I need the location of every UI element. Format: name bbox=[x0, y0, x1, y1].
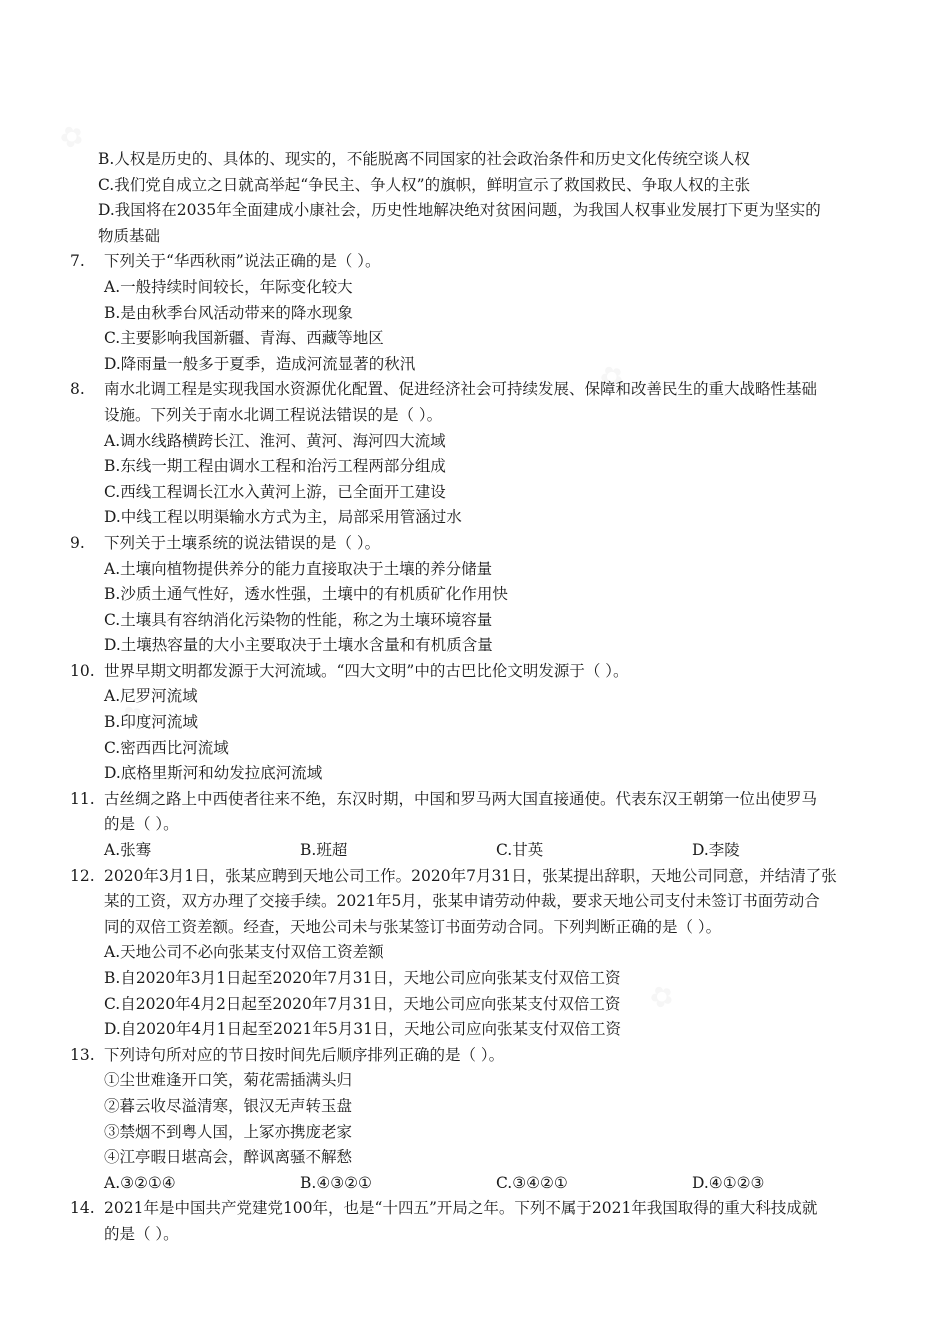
q11-option-c: C.甘英 bbox=[496, 841, 544, 860]
q6-option-d-cont: 物质基础 bbox=[98, 226, 161, 245]
q13-option-d: D.④①②③ bbox=[692, 1173, 765, 1192]
q12-stem: 12. 2020年3月1日，张某应聘到天地公司工作。2020年7月31日，张某提出辞职，天地公司同意，并结清了张 bbox=[0, 864, 950, 890]
q9-option-c: C.土壤具有容纳消化污染物的性能，称之为土壤环境容量 bbox=[104, 610, 493, 629]
q10-option-d: D.底格里斯河和幼发拉底河流域 bbox=[104, 764, 323, 783]
question-number: 10. bbox=[70, 661, 95, 680]
q12-option-d: D.自2020年4月1日起至2021年5月31日，天地公司应向张某支付双倍工资 bbox=[104, 1020, 622, 1039]
q7-option-b: B.是由秋季台风活动带来的降水现象 bbox=[104, 303, 353, 322]
q11-option-b: B.班超 bbox=[300, 841, 348, 860]
question-number: 13. bbox=[70, 1045, 95, 1064]
q13-option-c: C.③④②① bbox=[496, 1173, 568, 1192]
question-number: 11. bbox=[70, 789, 95, 808]
q10-option-a: A.尼罗河流域 bbox=[104, 687, 198, 706]
q7-option-d: D.降雨量一般多于夏季，造成河流显著的秋汛 bbox=[104, 354, 416, 373]
question-number: 12. bbox=[70, 866, 95, 885]
q9-option-d: D.土壤热容量的大小主要取决于土壤水含量和有机质含量 bbox=[104, 636, 493, 655]
q7-stem: 7. 下列关于“华西秋雨”说法正确的是（ ）。 bbox=[0, 249, 950, 275]
q8-option-a: A.调水线路横跨长江、淮河、黄河、海河四大流域 bbox=[104, 431, 446, 450]
q13-poem-2: ②暮云收尽溢清寒，银汉无声转玉盘 bbox=[104, 1096, 353, 1115]
q10-option-b: B.印度河流域 bbox=[104, 713, 198, 732]
q13-poem-4: ④江亭暇日堪高会，醉讽离骚不解愁 bbox=[104, 1148, 353, 1167]
q13-options-row bbox=[0, 1171, 950, 1197]
question-number: 14. bbox=[70, 1199, 95, 1218]
q8-option-b: B.东线一期工程由调水工程和治污工程两部分组成 bbox=[104, 457, 446, 476]
q13-option-a: A.③②①④ bbox=[104, 1173, 176, 1192]
q13-option-b: B.④③②① bbox=[300, 1173, 372, 1192]
q8-option-c: C.西线工程调长江水入黄河上游，已全面开工建设 bbox=[104, 482, 446, 501]
q11-stem: 11. 古丝绸之路上中西使者往来不绝，东汉时期，中国和罗马两大国直接通使。代表东汉王朝第一位出使罗马 bbox=[0, 787, 950, 813]
q11-options-row bbox=[0, 838, 950, 864]
q12-option-b: B.自2020年3月1日起至2020年7月31日，天地公司应向张某支付双倍工资 bbox=[104, 969, 621, 987]
q13-stem: 13. 下列诗句所对应的节日按时间先后顺序排列正确的是（ ）。 bbox=[0, 1043, 950, 1069]
q9-stem: 9. 下列关于土壤系统的说法错误的是（ ）。 bbox=[0, 531, 950, 557]
question-number: 7. bbox=[70, 252, 85, 271]
q9-option-a: A.土壤向植物提供养分的能力直接取决于土壤的养分储量 bbox=[104, 559, 493, 578]
q11-option-a: A.张骞 bbox=[104, 841, 152, 860]
q11-option-d: D.李陵 bbox=[692, 841, 740, 860]
question-number: 9. bbox=[70, 533, 85, 552]
q10-stem: 10. 世界早期文明都发源于大河流域。“四大文明”中的古巴比伦文明发源于（ ）。 bbox=[0, 659, 950, 685]
q14-stem: 14. 2021年是中国共产党建党100年，也是“十四五”开局之年。下列不属于2021年我国取得的重大科技成就 bbox=[0, 1196, 950, 1222]
q12-option-c: C.自2020年4月2日起至2020年7月31日，天地公司应向张某支付双倍工资 bbox=[104, 994, 621, 1013]
q6-option-d: D.我国将在2035年全面建成小康社会，历史性地解决绝对贫困问题，为我国人权事业发展打下更为坚实的 bbox=[98, 201, 821, 220]
q10-option-c: C.密西西比河流域 bbox=[104, 738, 229, 757]
q6-option-c: C.我们党自成立之日就高举起“争民主、争人权”的旗帜，鲜明宣示了救国救民、争取人权的主张 bbox=[98, 175, 751, 194]
question-number: 8. bbox=[70, 380, 85, 399]
q13-poem-3: ③禁烟不到粤人国，上冢亦携庞老家 bbox=[104, 1122, 353, 1141]
q12-stem-cont: 同的双倍工资差额。经查，天地公司未与张某签订书面劳动合同。下列判断正确的是（ ）。 bbox=[104, 917, 722, 936]
q13-poem-1: ①尘世难逢开口笑，菊花需插满头归 bbox=[104, 1071, 353, 1090]
q14-stem-cont: 的是（ ）。 bbox=[104, 1224, 179, 1243]
q8-stem-cont: 设施。下列关于南水北调工程说法错误的是（ ）。 bbox=[104, 405, 443, 424]
question-list bbox=[0, 147, 950, 1248]
q12-option-a: A.天地公司不必向张某支付双倍工资差额 bbox=[104, 943, 384, 962]
q6-option-b: B.人权是历史的、具体的、现实的，不能脱离不同国家的社会政治条件和历史文化传统空谈人权 bbox=[98, 150, 750, 168]
q8-stem: 8. 南水北调工程是实现我国水资源优化配置、促进经济社会可持续发展、保障和改善民生的重大战略性基础 bbox=[0, 377, 950, 403]
q11-stem-cont: 的是（ ）。 bbox=[104, 815, 179, 834]
q12-stem-cont: 某的工资，双方办理了交接手续。2021年5月，张某申请劳动仲裁，要求天地公司支付未签订书面劳动合 bbox=[104, 892, 820, 911]
q8-option-d: D.中线工程以明渠输水方式为主，局部采用管涵过水 bbox=[104, 508, 462, 527]
q7-option-c: C.主要影响我国新疆、青海、西藏等地区 bbox=[104, 329, 384, 348]
q9-option-b: B.沙质土通气性好，透水性强，土壤中的有机质矿化作用快 bbox=[104, 585, 508, 604]
q7-option-a: A.一般持续时间较长，年际变化较大 bbox=[104, 277, 353, 296]
